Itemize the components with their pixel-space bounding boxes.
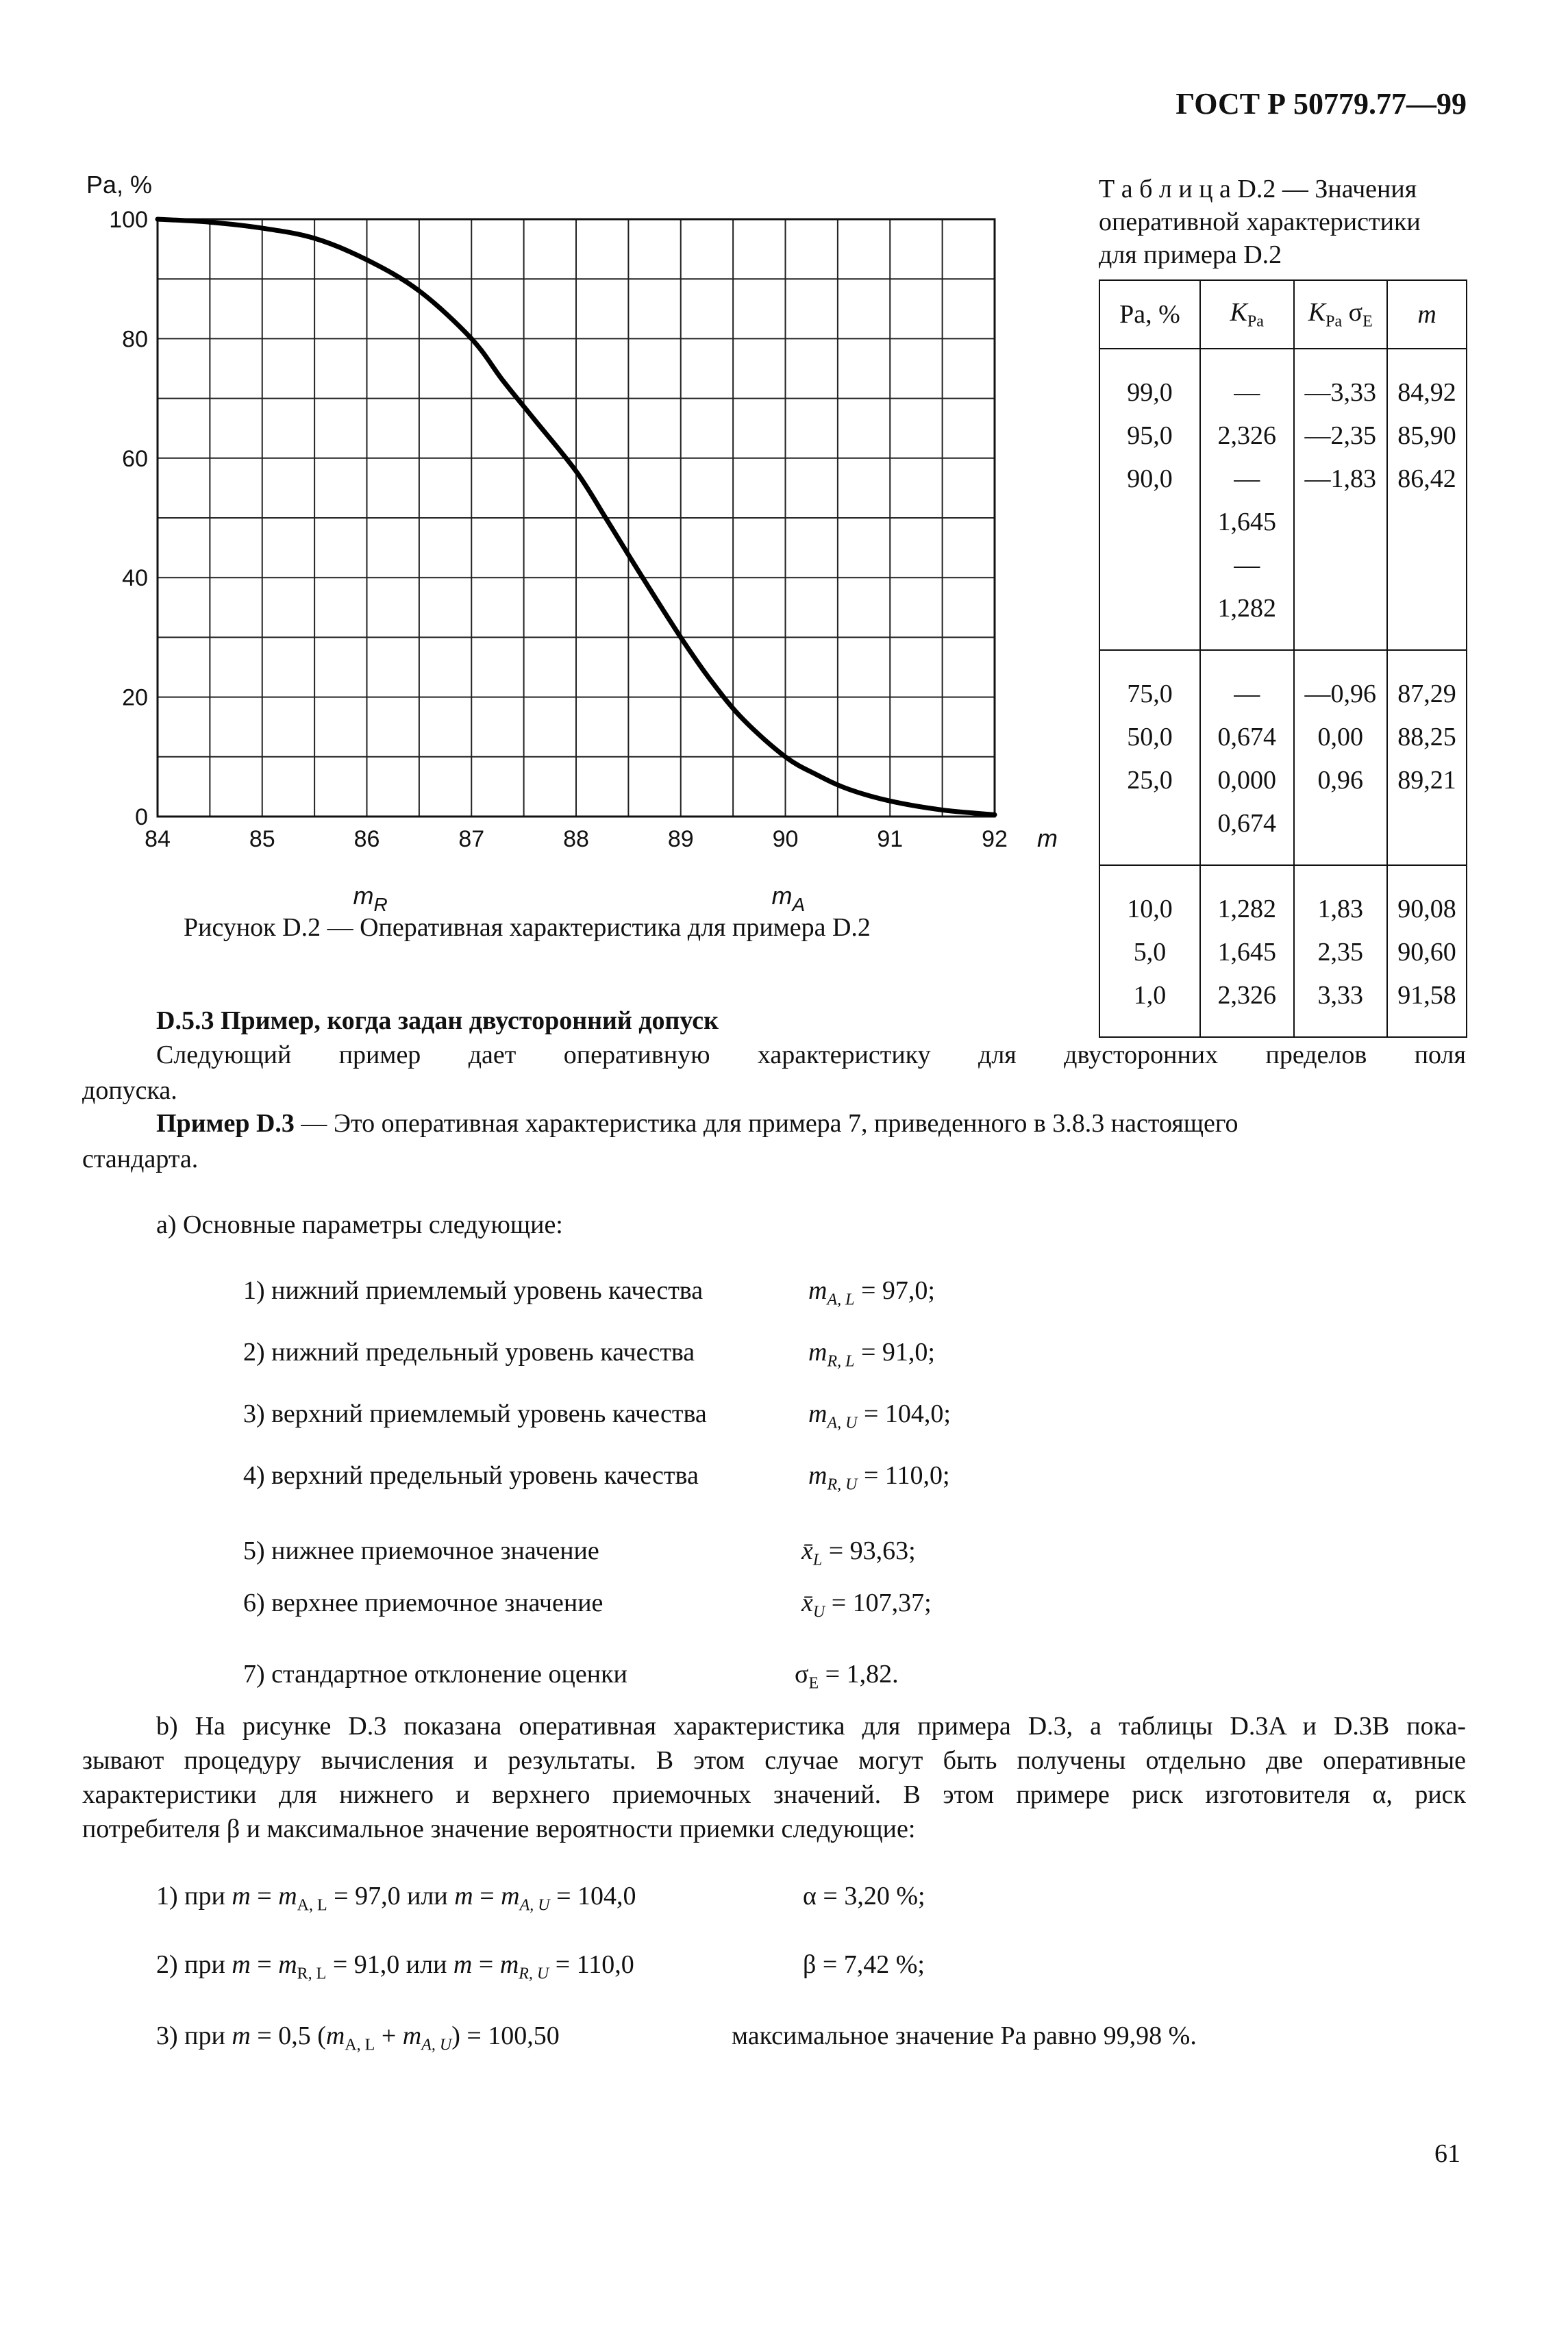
param-2-label: 2) нижний предельный уровень качества — [243, 1338, 695, 1367]
th-kpa: $K_{Pa}$ — [1200, 280, 1294, 349]
y-axis-label: Pa, % — [86, 171, 153, 199]
data-table — [1099, 279, 1467, 1038]
table-header-row — [1099, 280, 1467, 349]
x-tick-label: 86 — [353, 826, 380, 852]
param-7-value: $\sigma_E = 1,82$. — [795, 1660, 899, 1693]
group-3-k: 1,282 1,645 2,326 — [1200, 865, 1294, 1037]
table-group — [1099, 349, 1467, 650]
x-tick-label: 91 — [877, 826, 904, 852]
table-group — [1099, 650, 1467, 865]
group-2-m: 87,29 88,25 89,21 — [1387, 650, 1467, 865]
y-tick-label: 60 — [122, 445, 148, 472]
result-3: 3) при m = 0,5 $(m_{A, L} + m_{A, U}) = 100,50$ — [156, 2021, 560, 2054]
x-tick-label: 92 — [982, 826, 1008, 852]
result-2-value: β = 7,42 %; — [803, 1950, 925, 1979]
example-label: Пример D.3 — [156, 1109, 295, 1138]
intro-line-2: допуска. — [82, 1076, 177, 1105]
x-tick-label: 88 — [563, 826, 589, 852]
y-tick-label: 100 — [109, 207, 148, 233]
example-line-2: стандарта. — [82, 1145, 199, 1173]
section-heading: D.5.3 Пример, когда задан двусторонний допуск — [156, 1006, 719, 1035]
group-2-pa: 75,0 50,0 25,0 — [1099, 650, 1200, 865]
param-6-label: 6) верхнее приемочное значение — [243, 1589, 603, 1617]
x-tick-label: 84 — [145, 826, 171, 852]
table-title-line-1: Т а б л и ц а D.2 — Значения — [1099, 175, 1417, 203]
result-1-value: α = 3,20 %; — [803, 1882, 925, 1910]
param-5-label: 5) нижнее приемочное значение — [243, 1536, 599, 1565]
th-kpa-sigma: $K_{Pa}$ $\sigma_E$ — [1294, 280, 1388, 349]
group-3-pa: 10,0 5,0 1,0 — [1099, 865, 1200, 1037]
x-tick-label: 89 — [667, 826, 694, 852]
th-pa: Pa, % — [1099, 280, 1200, 349]
y-tick-label: 20 — [122, 684, 148, 711]
params-intro: a) Основные параметры следующие: — [156, 1210, 563, 1239]
table-group — [1099, 865, 1467, 1037]
example-line-1 — [156, 1107, 1466, 1140]
b-line-3: характеристики для нижнего и верхнего приемочных значений. В этом примере риск изготовителя α, риск — [82, 1780, 1466, 1809]
param-5-value: $x̄_L = 93,63$; — [801, 1536, 916, 1569]
th-m: m — [1387, 280, 1467, 349]
x-tick-label: 85 — [249, 826, 275, 852]
param-3-label: 3) верхний приемлемый уровень качества — [243, 1399, 707, 1428]
figure-caption: Рисунок D.2 — Оперативная характеристика для примера D.2 — [184, 913, 871, 942]
group-1-k: —2,326 —1,645 —1,282 — [1200, 349, 1294, 650]
x-tick-label: 87 — [458, 826, 485, 852]
param-4-label: 4) верхний предельный уровень качества — [243, 1461, 699, 1490]
param-1-label: 1) нижний приемлемый уровень качества — [243, 1276, 704, 1305]
param-1-value: $m_{A, L} = 97,0$; — [808, 1276, 935, 1309]
x-tick-label: 90 — [772, 826, 799, 852]
y-tick-label: 40 — [122, 565, 148, 592]
group-3-ks: 1,83 2,35 3,33 — [1294, 865, 1388, 1037]
group-2-k: —0,674 0,000 0,674 — [1200, 650, 1294, 865]
marker-label: $m_R$ — [353, 882, 388, 915]
group-1-m: 84,92 85,90 86,42 — [1387, 349, 1467, 650]
param-7-label: 7) стандартное отклонение оценки — [243, 1660, 627, 1689]
marker-label: $m_A$ — [771, 882, 806, 915]
b-line-1: b) На рисунке D.3 показана оперативная характеристика для примера D.3, а таблицы D.3A и D.3B пока- — [156, 1712, 1466, 1741]
b-line-2: зывают процедуру вычисления и результаты. В этом случае могут быть получены отдельно две оперативные — [82, 1746, 1466, 1775]
table-title-line-2: оперативной характеристики — [1099, 208, 1421, 236]
param-3-value: $m_{A, U} = 104,0$; — [808, 1399, 951, 1432]
group-3-m: 90,08 90,60 91,58 — [1387, 865, 1467, 1037]
document-header: ГОСТ Р 50779.77—99 — [1175, 87, 1467, 121]
group-2-ks: —0,96 0,00 0,96 — [1294, 650, 1388, 865]
param-4-value: $m_{R, U} = 110,0$; — [808, 1461, 950, 1494]
b-line-4: потребителя β и максимальное значение вероятности приемки следующие: — [82, 1815, 916, 1843]
example-text: — Это оперативная характеристика для примера 7, приведенного в 3.8.3 настоящего — [294, 1109, 1239, 1138]
group-1-ks: —3,33 —2,35 —1,83 — [1294, 349, 1388, 650]
oc-chart — [55, 158, 1082, 980]
group-1-pa: 99,0 95,0 90,0 — [1099, 349, 1200, 650]
table-title-line-3: для примера D.2 — [1099, 240, 1282, 269]
x-axis-label: m — [1037, 824, 1058, 852]
param-2-value: $m_{R, L} = 91,0$; — [808, 1338, 935, 1371]
intro-line-1: Следующий пример дает оперативную характеристику для двусторонних пределов поля — [156, 1041, 1466, 1069]
result-2: 2) при $m = m_{R, L} = 91,0$ или $m = m_{R, U} = 110,0$ — [156, 1950, 634, 1983]
table-title — [1099, 173, 1469, 271]
y-tick-label: 80 — [122, 326, 148, 353]
page-number: 61 — [1434, 2139, 1460, 2168]
result-1: 1) при $m = m_{A, L} = 97,0$ или $m = m_{A, U} = 104,0$ — [156, 1882, 636, 1915]
result-3-value: максимальное значение Pa равно 99,98 %. — [732, 2021, 1197, 2050]
param-6-value: $x̄_U = 107,37$; — [801, 1589, 932, 1621]
y-tick-label: 0 — [135, 804, 148, 830]
